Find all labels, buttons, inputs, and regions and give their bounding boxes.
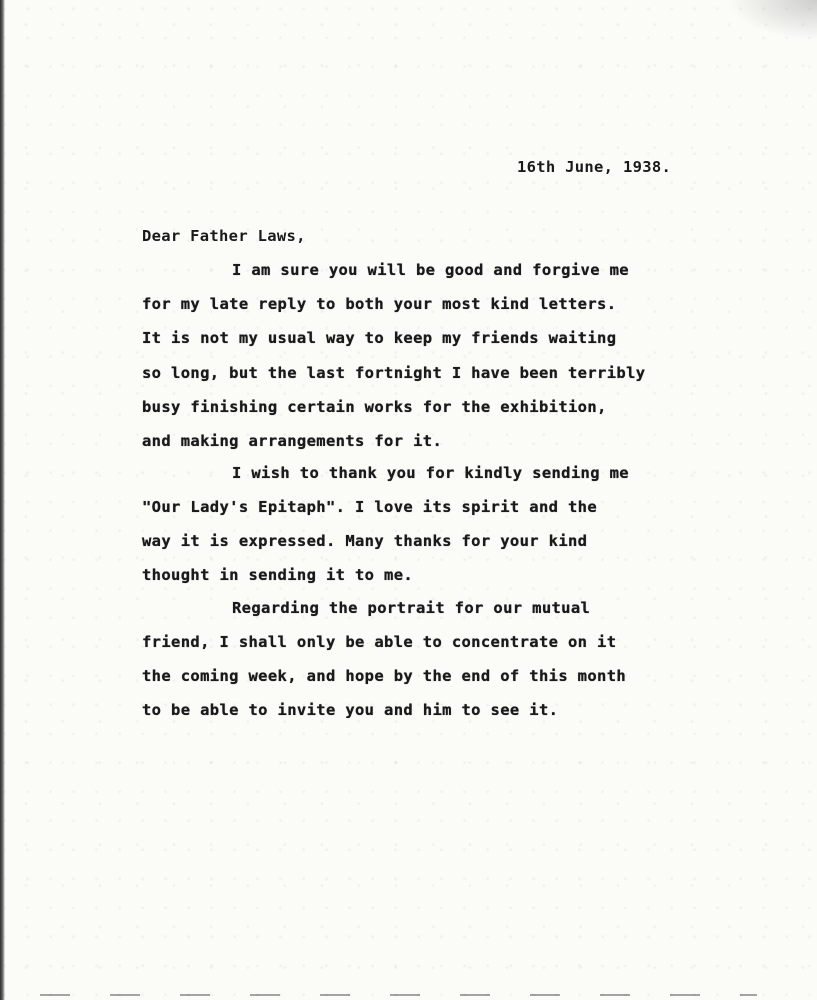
paragraph-3-line-2: friend, I shall only be able to concentrate on it xyxy=(142,633,617,651)
paragraph-2-line-1: I wish to thank you for kindly sending me xyxy=(232,464,629,482)
scan-left-edge xyxy=(0,0,5,1000)
paragraph-2-line-2: "Our Lady's Epitaph". I love its spirit and the xyxy=(142,498,598,516)
paragraph-1-line-4: so long, but the last fortnight I have been terribly xyxy=(142,364,646,382)
paragraph-1-line-6: and making arrangements for it. xyxy=(142,432,443,450)
paragraph-1-line-1: I am sure you will be good and forgive me xyxy=(232,261,629,279)
paragraph-1-line-2: for my late reply to both your most kind letters. xyxy=(142,295,617,313)
paragraph-2-line-4: thought in sending it to me. xyxy=(142,566,414,584)
paragraph-2-line-3: way it is expressed. Many thanks for your kind xyxy=(142,532,588,550)
letter-date: 16th June, 1938. xyxy=(517,158,672,176)
paragraph-3-line-3: the coming week, and hope by the end of this month xyxy=(142,667,627,685)
paragraph-1-line-5: busy finishing certain works for the exhibition, xyxy=(142,398,607,416)
paragraph-3-line-1: Regarding the portrait for our mutual xyxy=(232,599,591,617)
scan-corner-stain xyxy=(727,0,817,40)
paragraph-1-line-3: It is not my usual way to keep my friends waiting xyxy=(142,329,617,347)
scan-bottom-edge xyxy=(40,994,757,996)
letter-salutation: Dear Father Laws, xyxy=(142,227,306,245)
paragraph-3-line-4: to be able to invite you and him to see it. xyxy=(142,701,559,719)
